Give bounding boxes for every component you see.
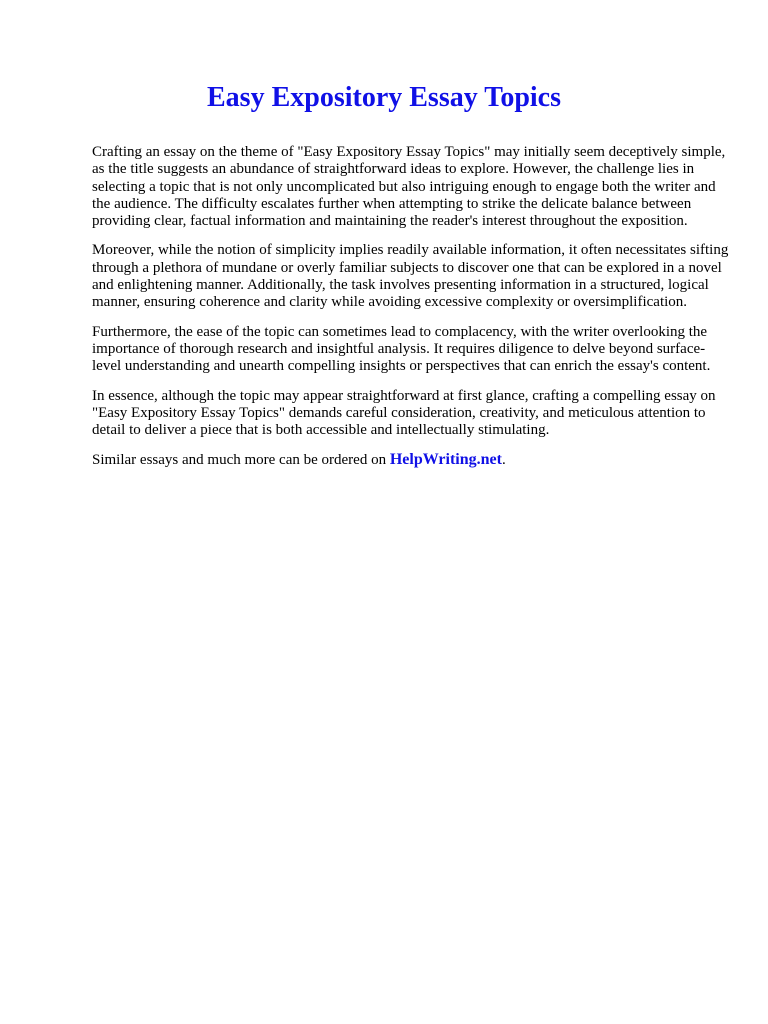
helpwriting-link[interactable]: HelpWriting.net	[389, 451, 502, 469]
document-body	[92, 144, 732, 482]
paragraph-1: Crafting an essay on the theme of "Easy Expository Essay Topics" may initially seem deceptively simple, as the title suggests an abundance of straightforward ideas to explore. However, the challenge lies in selecting a topic that is not only uncomplicated but also intriguing enough to engage both the writer and the audience. The difficulty escalates further when attempting to strike the delicate balance between providing clear, factual information and maintaining the reader's interest throughout the exposition.	[92, 144, 726, 230]
paragraph-2: Moreover, while the notion of simplicity implies readily available information, it often necessitates sifting through a plethora of mundane or overly familiar subjects to discover one that can be explored in a novel and enlightening manner. Additionally, the task involves presenting information in a structured, logical manner, ensuring coherence and clarity while avoiding excessive complexity or oversimplification.	[92, 242, 729, 311]
document-title: Easy Expository Essay Topics	[207, 82, 561, 113]
footer-suffix: .	[501, 452, 506, 469]
paragraph-3: Furthermore, the ease of the topic can sometimes lead to complacency, with the writer overlooking the importance of thorough research and insightful analysis. It requires diligence to delve beyond surface-level understanding and unearth compelling insights or perspectives that can enrich the essay's content.	[92, 323, 711, 375]
footer-line	[92, 451, 732, 469]
paragraph-4: In essence, although the topic may appear straightforward at first glance, crafting a compelling essay on "Easy Expository Essay Topics" demands careful consideration, creativity, and meticulous attention to detail to deliver a piece that is both accessible and intellectually stimulating.	[92, 387, 716, 439]
footer-prefix: Similar essays and much more can be ordered on	[92, 452, 390, 469]
